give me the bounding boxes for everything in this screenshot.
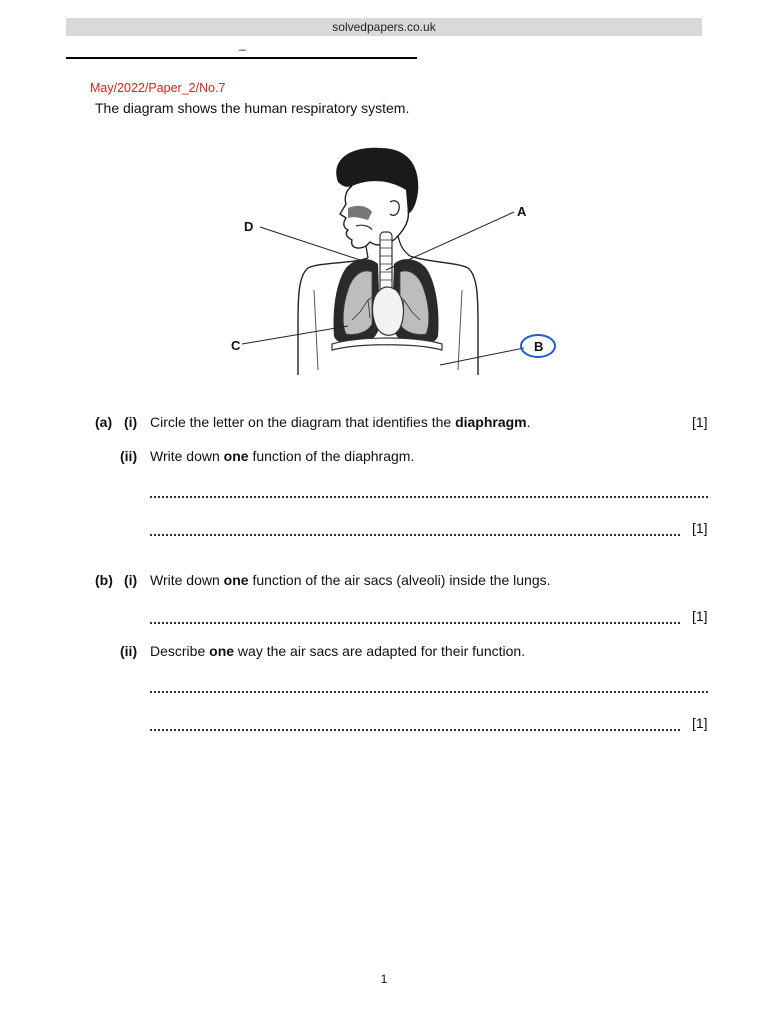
part-a-i-label: (i) (124, 414, 138, 430)
question-reference: May/2022/Paper_2/No.7 (90, 81, 226, 95)
part-b-i-label: (i) (124, 572, 138, 588)
part-a-i-mark: [1] (692, 414, 708, 430)
part-b-label: (b) (95, 572, 113, 588)
part-a-ii-mark: [1] (692, 520, 708, 536)
answer-line[interactable] (150, 534, 680, 536)
part-a-label: (a) (95, 414, 113, 430)
site-header (66, 18, 702, 36)
answer-line[interactable] (150, 691, 708, 693)
part-b-ii-mark: [1] (692, 715, 708, 731)
header-dash: _ (239, 37, 246, 51)
part-b-ii-label: (ii) (120, 643, 138, 659)
respiratory-system-diagram (220, 140, 570, 385)
label-a: A (517, 204, 527, 219)
part-a-ii-text: Write down one function of the diaphragm. (150, 448, 415, 464)
label-b: B (534, 339, 544, 354)
part-b-i-mark: [1] (692, 608, 708, 624)
answer-line[interactable] (150, 496, 708, 498)
answer-line[interactable] (150, 729, 680, 731)
label-d: D (244, 219, 254, 234)
header-rule (66, 57, 417, 59)
label-c: C (231, 338, 241, 353)
site-name: solvedpapers.co.uk (332, 20, 436, 34)
question-intro: The diagram shows the human respiratory system. (95, 100, 410, 116)
part-a-ii-label: (ii) (120, 448, 138, 464)
answer-line[interactable] (150, 622, 680, 624)
page-number: 1 (380, 972, 388, 986)
part-b-i-text: Write down one function of the air sacs (alveoli) inside the lungs. (150, 572, 551, 588)
part-a-i-text: Circle the letter on the diagram that identifies the diaphragm. (150, 414, 531, 430)
respiratory-diagram-drawing (220, 140, 570, 385)
part-b-ii-text: Describe one way the air sacs are adapted for their function. (150, 643, 526, 659)
